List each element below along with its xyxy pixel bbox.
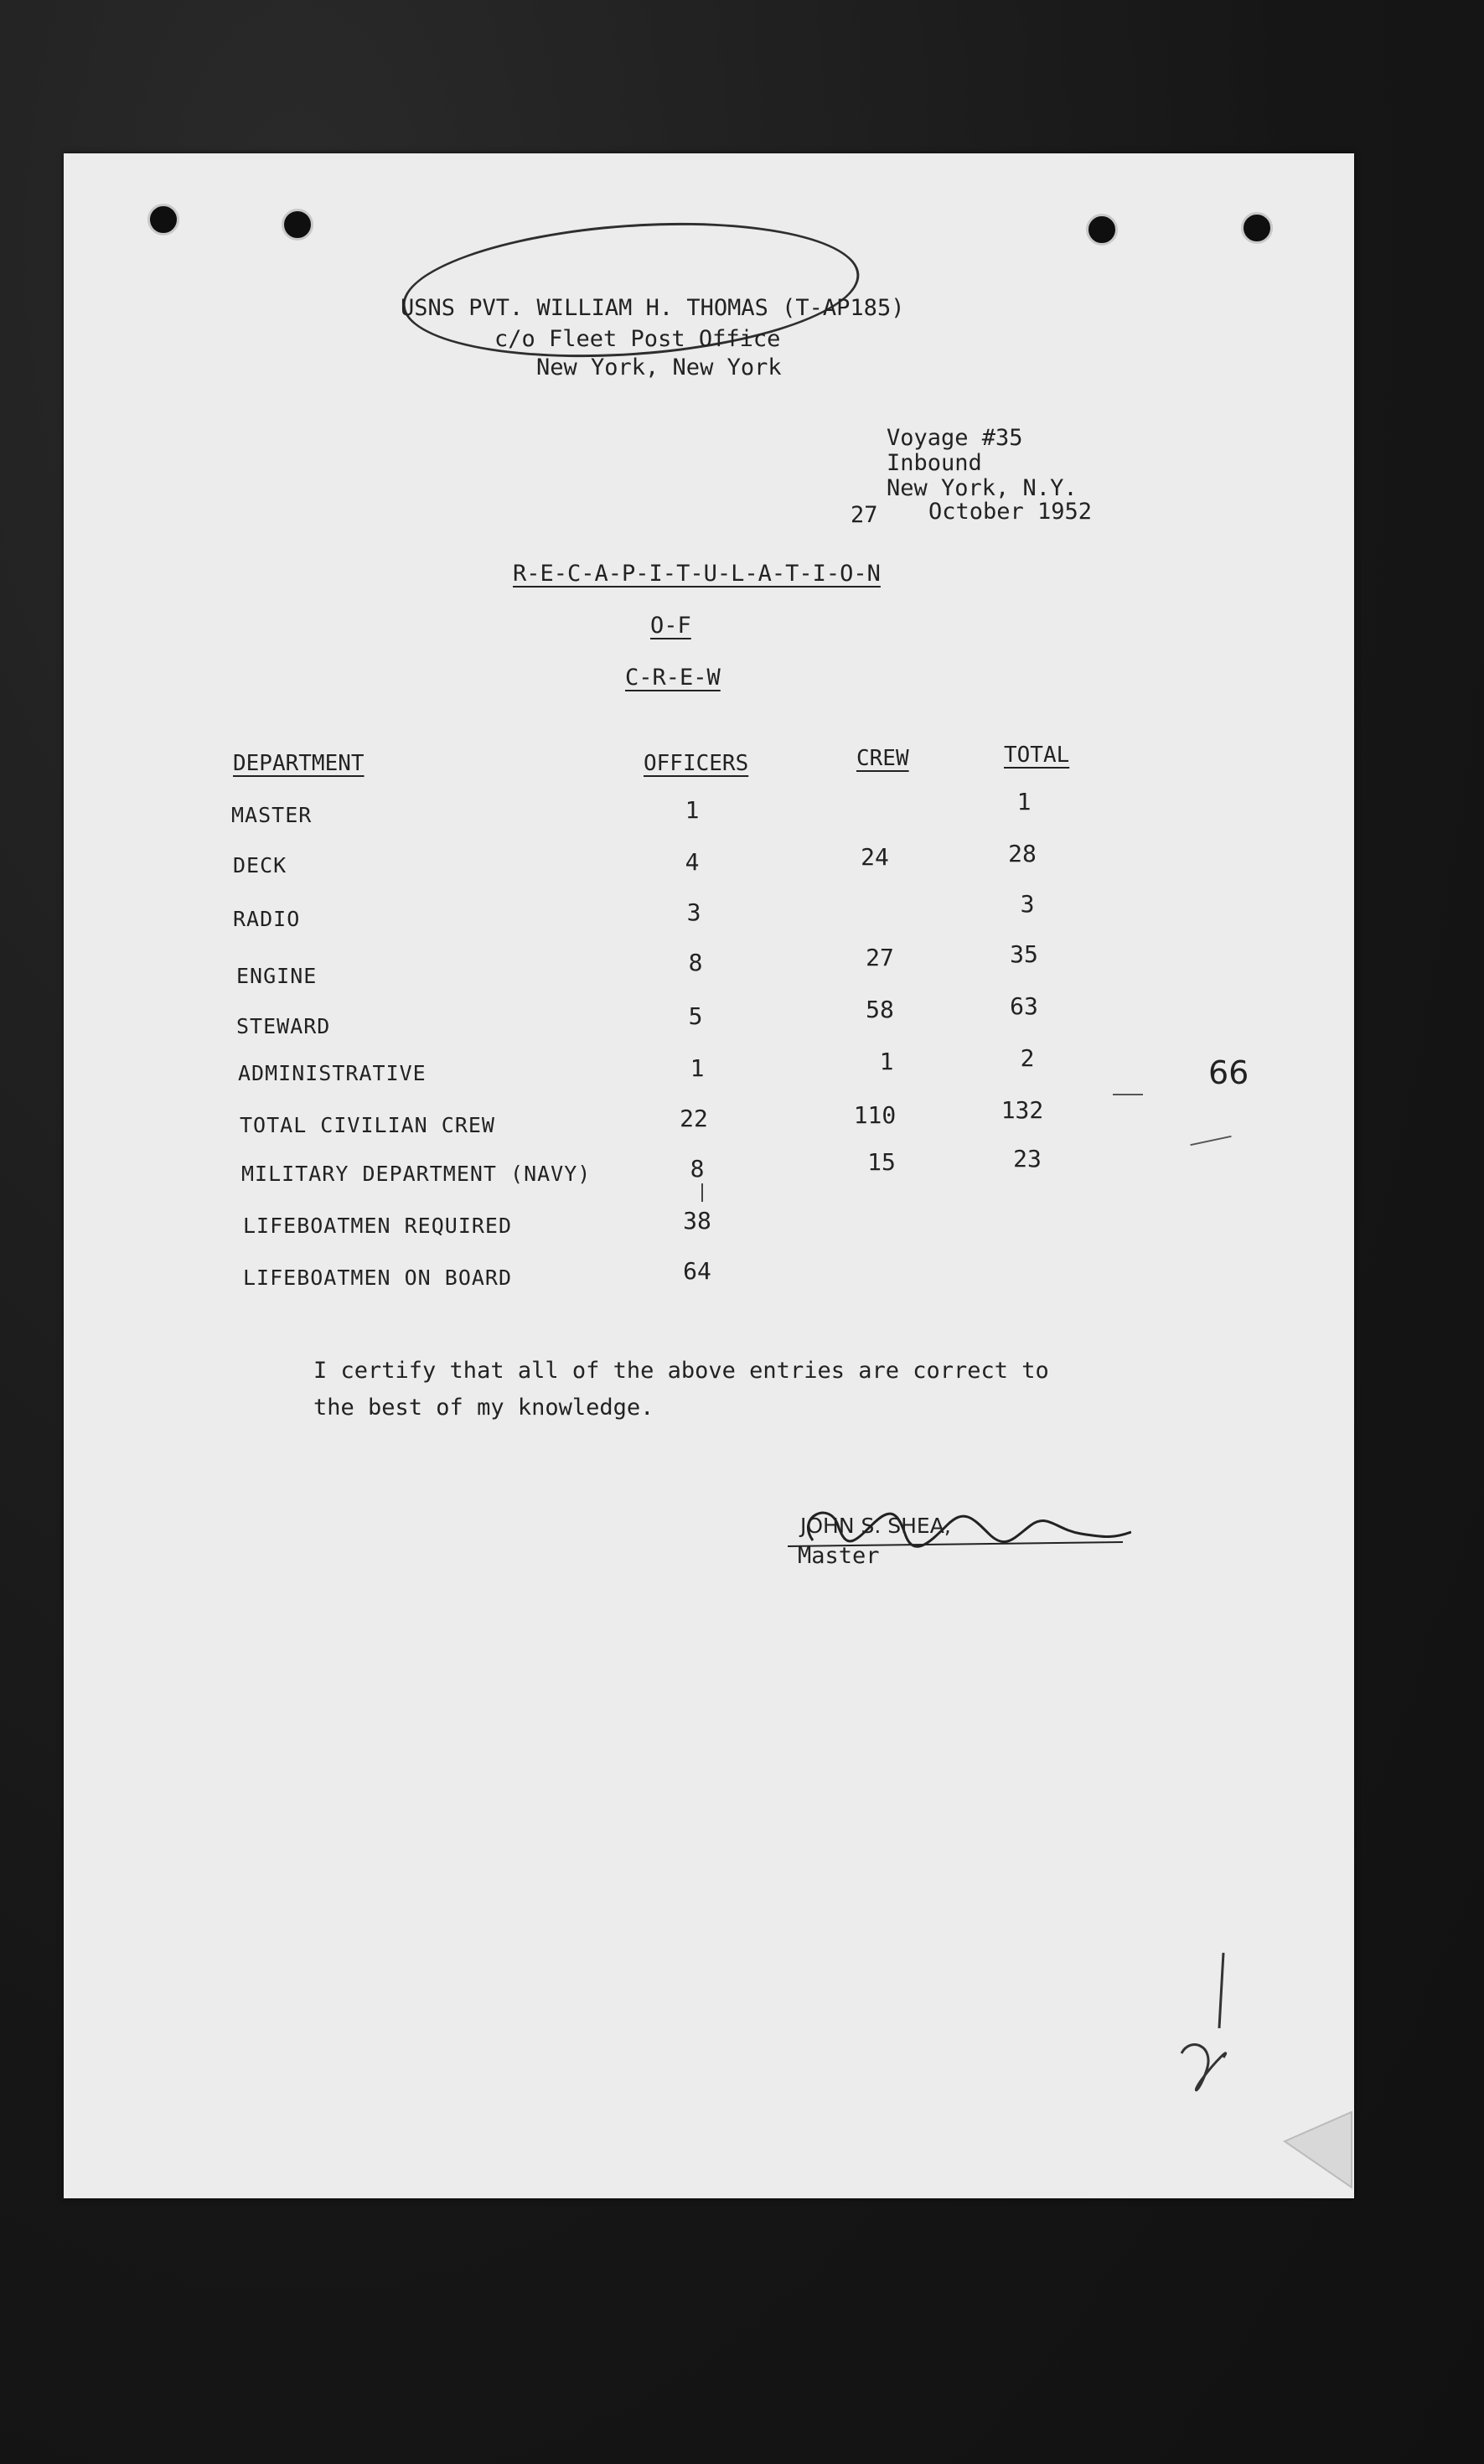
voyage-number: Voyage #35	[887, 425, 1023, 451]
total-cell: 3	[1020, 890, 1035, 918]
row-label: MASTER	[231, 803, 313, 827]
total-cell: 63	[1010, 992, 1038, 1020]
crew-cell: 58	[866, 996, 894, 1023]
margin-total-note: 66	[1208, 1054, 1249, 1091]
header-total: TOTAL	[1004, 743, 1070, 768]
crew-cell: 27	[866, 944, 894, 971]
officers-cell: 64	[683, 1257, 711, 1285]
crew-cell: 1	[879, 1048, 894, 1075]
header-officers: OFFICERS	[644, 751, 749, 776]
title-crew: C-R-E-W	[625, 665, 721, 691]
signer-title: Master	[798, 1543, 880, 1569]
signer-name: JOHN S. SHEA,	[800, 1514, 951, 1538]
title-of: O-F	[650, 613, 691, 639]
header-crew: CREW	[856, 746, 909, 771]
officers-cell: 5	[688, 1002, 703, 1030]
title-recapitulation: R-E-C-A-P-I-T-U-L-A-T-I-O-N	[513, 561, 881, 587]
row-label: LIFEBOATMEN ON BOARD	[243, 1266, 513, 1290]
row-label: TOTAL CIVILIAN CREW	[240, 1113, 495, 1137]
total-cell: 23	[1013, 1145, 1042, 1172]
row-label: DECK	[233, 853, 287, 877]
address-line-2: New York, New York	[536, 355, 782, 380]
officers-cell: 22	[680, 1105, 708, 1132]
voyage-direction: Inbound	[887, 450, 982, 476]
total-cell: 2	[1020, 1044, 1035, 1072]
crew-cell: 110	[853, 1101, 897, 1129]
tick-mark	[701, 1183, 703, 1202]
total-cell: 28	[1008, 840, 1037, 867]
punch-hole	[1086, 214, 1118, 246]
total-cell: 132	[1001, 1096, 1044, 1124]
officers-cell: 8	[690, 1155, 705, 1183]
officers-cell: 1	[690, 1054, 705, 1082]
punch-hole	[282, 209, 313, 241]
punch-hole	[147, 204, 179, 236]
officers-cell: 4	[685, 848, 700, 876]
voyage-port: New York, N.Y.	[887, 475, 1078, 501]
row-label: STEWARD	[236, 1014, 331, 1038]
officers-cell: 38	[683, 1207, 711, 1235]
voyage-month-year: October 1952	[928, 499, 1093, 525]
row-label: RADIO	[233, 907, 301, 931]
row-label: LIFEBOATMEN REQUIRED	[243, 1214, 513, 1238]
address-line-1: c/o Fleet Post Office	[494, 326, 781, 352]
row-label: ADMINISTRATIVE	[238, 1061, 427, 1085]
voyage-day: 27	[851, 502, 878, 528]
total-cell: 1	[1016, 788, 1032, 815]
officers-cell: 1	[685, 796, 700, 824]
crew-cell: 15	[867, 1148, 896, 1176]
ship-name: USNS PVT. WILLIAM H. THOMAS (T-AP185)	[401, 295, 905, 321]
certification-line-2: the best of my knowledge.	[313, 1395, 654, 1421]
certification-line-1: I certify that all of the above entries are correct to	[313, 1358, 1049, 1384]
corner-fold	[1280, 2108, 1356, 2192]
officers-cell: 8	[688, 949, 703, 976]
row-label: MILITARY DEPARTMENT (NAVY)	[241, 1162, 592, 1186]
row-label: ENGINE	[236, 964, 318, 988]
margin-dash	[1113, 1094, 1143, 1095]
crew-cell: 24	[861, 843, 889, 871]
punch-hole	[1241, 212, 1273, 244]
officers-cell: 3	[686, 898, 701, 926]
initials-mark	[1173, 1953, 1240, 2095]
total-cell: 35	[1010, 940, 1038, 968]
header-department: DEPARTMENT	[233, 751, 365, 776]
